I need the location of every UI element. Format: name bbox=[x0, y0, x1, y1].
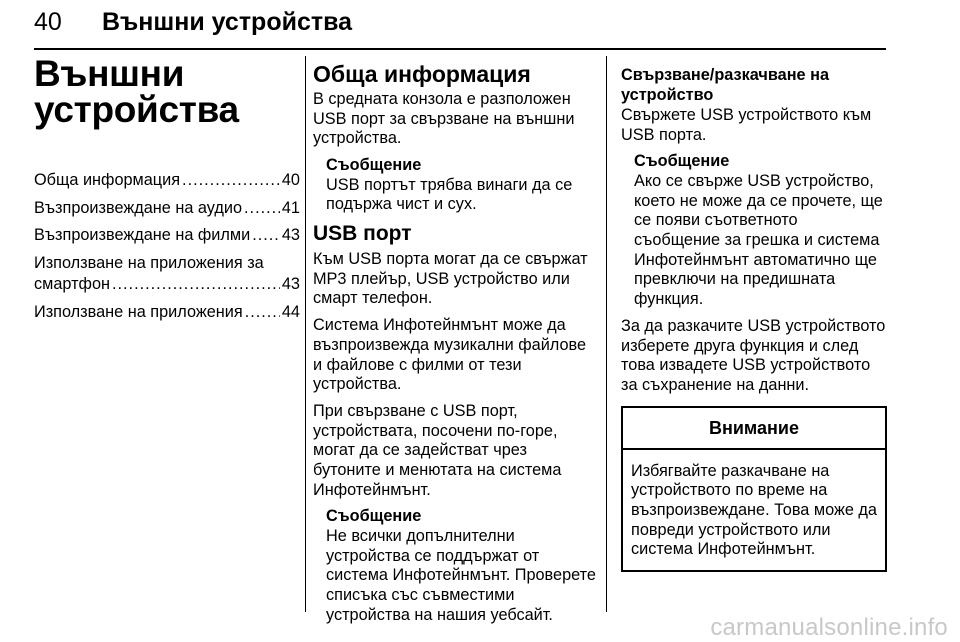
toc-entry-page: 43 bbox=[281, 226, 300, 244]
section-heading-connect: Свързване/разкачване на устройство bbox=[621, 66, 830, 104]
note-title: Съобщение bbox=[326, 156, 422, 175]
section-heading-usb: USB порт bbox=[313, 222, 412, 246]
section-heading-general: Обща информация bbox=[313, 61, 531, 87]
column-3 bbox=[621, 56, 887, 572]
toc-leader bbox=[182, 170, 280, 192]
warning-text: Избягвайте разкачване на устройството по време на възпроизвеждане. Това може да повреди устройството или система Инфотейнмънт. bbox=[631, 461, 877, 559]
running-title: Външни устройства bbox=[102, 8, 353, 36]
toc-entry-label: Използване на приложения bbox=[34, 302, 243, 321]
toc-entry-label: смартфон bbox=[34, 275, 110, 293]
page-header bbox=[34, 8, 886, 48]
column-divider-1 bbox=[305, 56, 306, 612]
usb-paragraph-3: При свързване с USB порт, устройствата, посочени по-горе, могат да се задействат чрез бутоните и менютата на система Инфотейнмънт. bbox=[313, 401, 562, 499]
toc-entry-label: Възпроизвеждане на филми bbox=[34, 226, 251, 244]
warning-title: Внимание bbox=[623, 408, 885, 450]
toc-entry[interactable] bbox=[34, 253, 300, 296]
toc-leader bbox=[112, 274, 280, 296]
header-rule bbox=[34, 48, 886, 50]
chapter-title bbox=[34, 53, 300, 130]
toc-entry-label: Обща информация bbox=[34, 171, 181, 189]
note-title: Съобщение bbox=[634, 152, 730, 171]
note-title: Съобщение bbox=[326, 507, 422, 526]
note-text: Ако се свърже USB устройство, което не може да се прочете, ще се появи съответното съобщение за грешка и система Инфотейнмънт автоматично ще превключи на предишната функция. bbox=[634, 171, 883, 309]
connect-paragraph-2: За да разкачите USB устройството изберете друга функция и след това извадете USB устройството за съхранение на данни. bbox=[621, 316, 886, 394]
note-text: USB портът трябва винаги да се подържа чист и сух. bbox=[326, 175, 573, 214]
connect-paragraph-1: Свържете USB устройството към USB порта. bbox=[621, 106, 872, 144]
note-box bbox=[313, 507, 599, 625]
chapter-title-line-1: Външни bbox=[34, 53, 185, 94]
chapter-title-line-2: устройства bbox=[34, 89, 239, 130]
note-box bbox=[621, 152, 887, 309]
column-divider-2 bbox=[606, 56, 607, 612]
toc-entry[interactable] bbox=[34, 302, 300, 324]
toc-entry-label-line-1: Използване на приложения за bbox=[34, 253, 264, 272]
toc-entry-page: 41 bbox=[281, 198, 300, 217]
warning-box bbox=[621, 406, 887, 573]
table-of-contents bbox=[34, 170, 300, 323]
general-intro: В средната конзола е разположен USB порт за свързване на външни устройства. bbox=[313, 90, 575, 148]
page-number: 40 bbox=[34, 8, 62, 36]
toc-entry[interactable] bbox=[34, 198, 300, 220]
column-1 bbox=[34, 53, 300, 329]
toc-entry-label: Възпроизвеждане на аудио bbox=[34, 198, 243, 217]
toc-leader bbox=[252, 225, 280, 247]
usb-paragraph-1: Към USB порта могат да се свържат MP3 плейър, USB устройство или смарт телефон. bbox=[313, 250, 588, 308]
note-text: Не всички допълнителни устройства се поддържат от система Инфотейнмънт. Проверете списъка със съвместими устройства на нашия уебсайт. bbox=[326, 526, 596, 624]
toc-entry-page: 44 bbox=[281, 302, 300, 321]
toc-entry[interactable] bbox=[34, 170, 300, 192]
watermark: carmanualsonline.info bbox=[710, 614, 948, 641]
toc-leader bbox=[244, 198, 280, 220]
usb-paragraph-2: Система Инфотейнмънт може да възпроизвежда музикални файлове и файлове с филми от тези устройства. bbox=[313, 316, 587, 394]
toc-entry-page: 40 bbox=[281, 171, 300, 189]
column-2 bbox=[313, 56, 599, 632]
note-box bbox=[313, 156, 599, 215]
toc-leader bbox=[245, 302, 280, 324]
toc-entry[interactable] bbox=[34, 225, 300, 247]
toc-entry-page: 43 bbox=[281, 275, 300, 293]
